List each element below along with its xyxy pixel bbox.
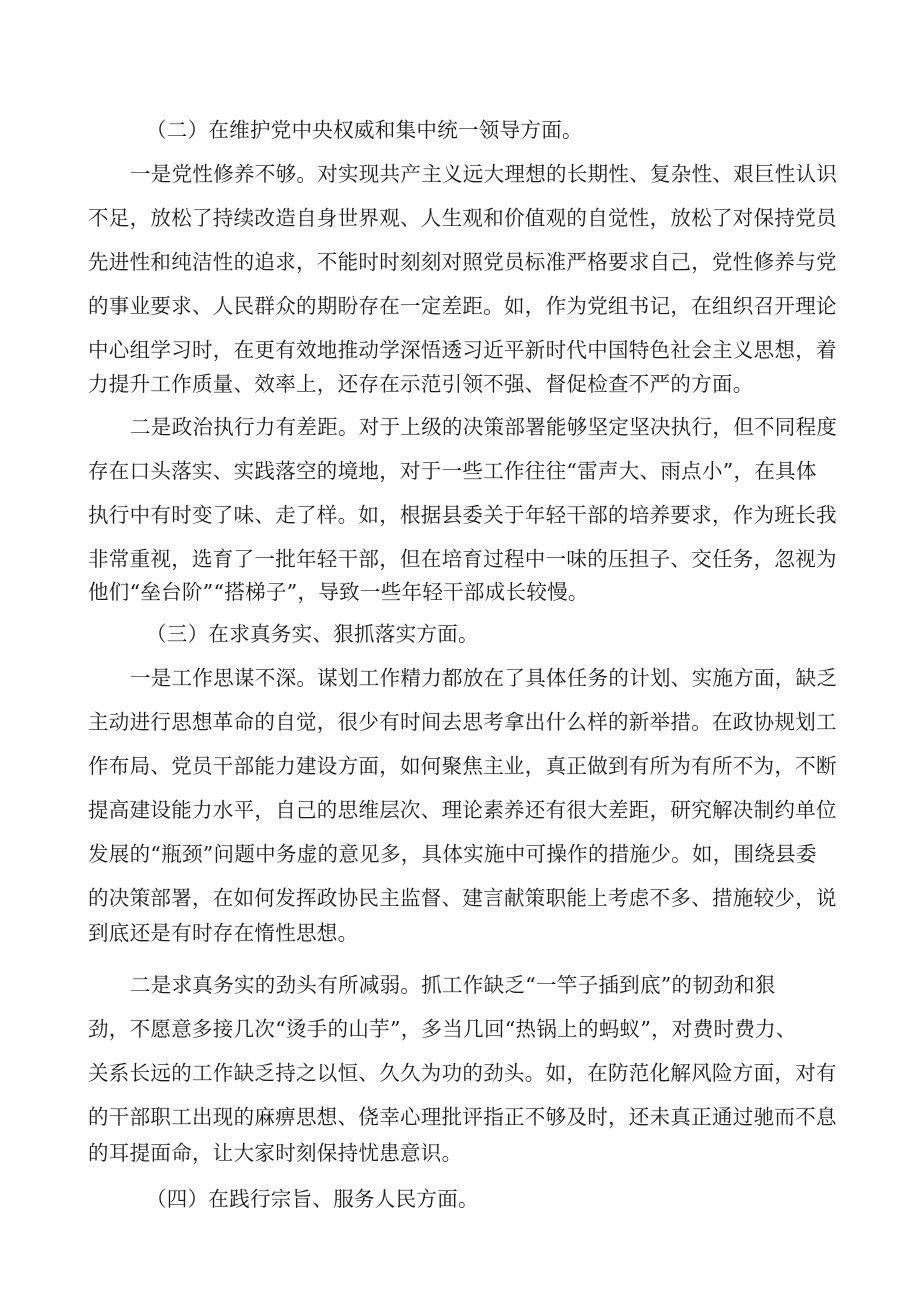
- paragraph-line: 一是工作思谋不深。谋划工作精力都放在了具体任务的计划、实施方面，缺乏: [130, 666, 838, 690]
- paragraph-line: 关系长远的工作缺乏持之以恒、久久为功的劲头。如，在防范化解风险方面，对有: [88, 1061, 837, 1085]
- paragraph-line: 的干部职工出现的麻痹思想、侥幸心理批评指正不够及时，还未真正通过驰而不息: [88, 1105, 837, 1129]
- paragraph-line: 非常重视，选育了一批年轻干部，但在培育过程中一味的压担子、交任务，忽视为: [88, 547, 837, 571]
- paragraph-line: 到底还是有时存在惰性思想。: [88, 921, 359, 945]
- paragraph-line: 二是政治执行力有差距。对于上级的决策部署能够坚定坚决执行，但不同程度: [130, 415, 838, 439]
- paragraph-line: 的耳提面命，让大家时刻保持忧患意识。: [88, 1141, 463, 1165]
- paragraph-line: 提高建设能力水平，自己的思维层次、理论素养还有很大差距，研究解决制约单位: [88, 798, 837, 822]
- section-heading-3: （三）在求真务实、狠抓落实方面。: [146, 622, 479, 646]
- paragraph-line: 劲，不愿意多接几次“烫手的山芋”，多当几回“热锅上的蚂蚁”，对费时费力、: [88, 1017, 797, 1041]
- paragraph-line: 力提升工作质量、效率上，还存在示范引领不强、督促检查不严的方面。: [88, 372, 754, 396]
- paragraph-line: 先进性和纯洁性的追求，不能时时刻刻对照党员标准严格要求自己，党性修养与党: [88, 250, 837, 274]
- paragraph-line: 他们“垒台阶”“搭梯子”，导致一些年轻干部成长较慢。: [88, 580, 589, 604]
- paragraph-line: 发展的“瓶颈”问题中务虚的意见多，具体实施中可操作的措施少。如，围绕县委: [88, 842, 817, 866]
- paragraph-line: 作布局、党员干部能力建设方面，如何聚焦主业，真正做到有所为有所不为，不断: [88, 754, 837, 778]
- section-heading-2: （二）在维护党中央权威和集中统一领导方面。: [146, 118, 583, 142]
- paragraph-line: 的决策部署，在如何发挥政协民主监督、建言献策职能上考虑不多、措施较少，说: [88, 886, 837, 910]
- paragraph-line: 主动进行思想革命的自觉，很少有时间去思考拿出什么样的新举措。在政协规划工: [88, 710, 837, 734]
- paragraph-line: 的事业要求、人民群众的期盼存在一定差距。如，作为党组书记，在组织召开理论: [88, 294, 837, 318]
- paragraph-line: 存在口头落实、实践落空的境地，对于一些工作往往“雷声大、雨点小”，在具体: [88, 459, 817, 483]
- paragraph-line: 不足，放松了持续改造自身世界观、人生观和价值观的自觉性，放松了对保持党员: [88, 206, 837, 230]
- paragraph-line: 中心组学习时，在更有效地推动学深悟透习近平新时代中国特色社会主义思想，着: [88, 338, 837, 362]
- section-heading-4: （四）在践行宗旨、服务人民方面。: [146, 1187, 479, 1211]
- paragraph-line: 二是求真务实的劲头有所减弱。抓工作缺乏“一竿子插到底”的韧劲和狠: [130, 973, 776, 997]
- paragraph-line: 一是党性修养不够。对实现共产主义远大理想的长期性、复杂性、艰巨性认识: [130, 162, 838, 186]
- paragraph-line: 执行中有时变了味、走了样。如，根据县委关于年轻干部的培养要求，作为班长我: [88, 503, 837, 527]
